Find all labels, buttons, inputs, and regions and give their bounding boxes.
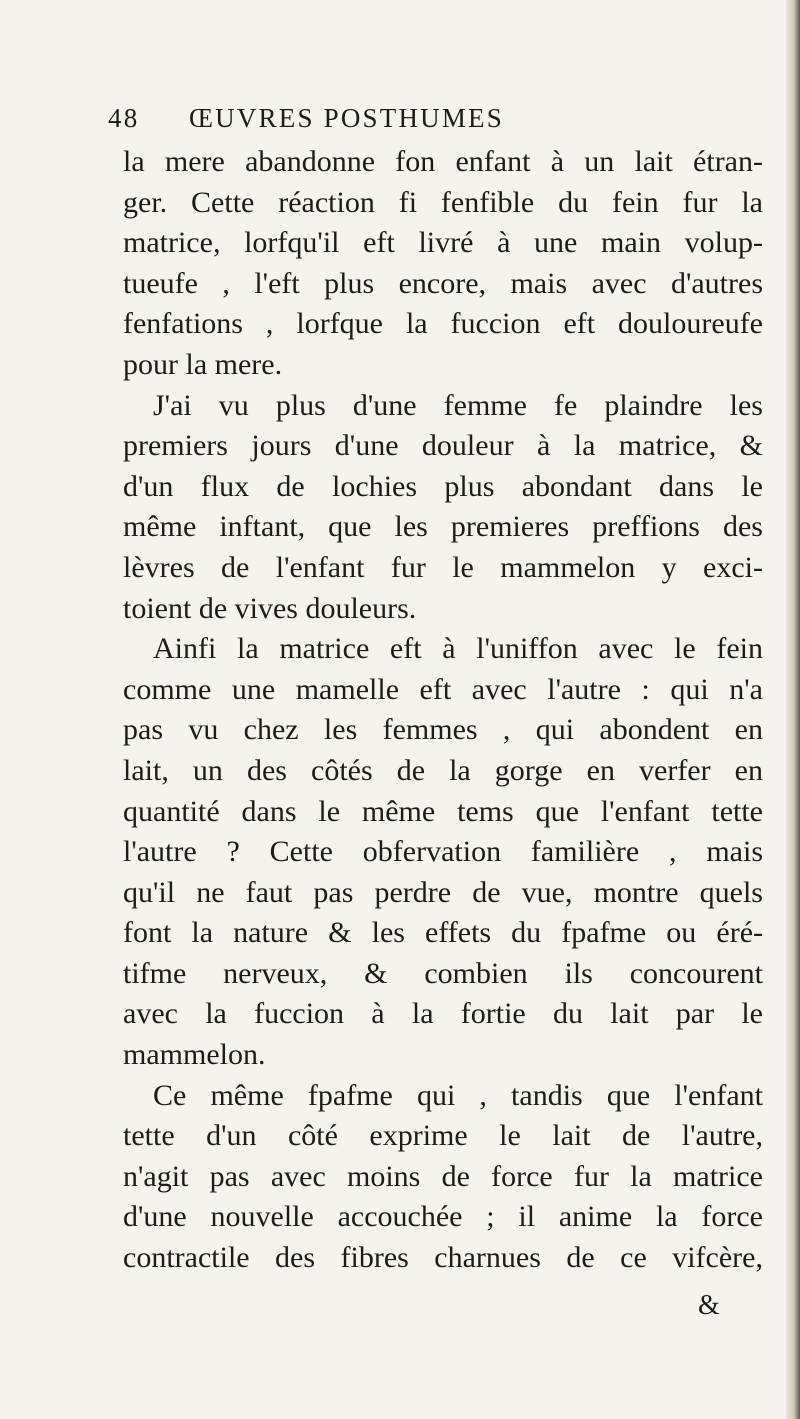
- text-line: Ainfi la matrice eft à l'uniffon avec le fein: [153, 632, 763, 666]
- text-line: pour la mere.: [123, 347, 283, 381]
- body-text: [123, 142, 763, 1279]
- text-line: mammelon.: [123, 1038, 266, 1072]
- text-line: tueufe , l'eft plus encore, mais avec d'autres: [123, 266, 763, 300]
- text-line: même inftant, que les premieres preffions des: [123, 510, 763, 544]
- text-line: contractile des fibres charnues de ce vifcère,: [123, 1241, 763, 1275]
- text-line: ger. Cette réaction fi fenfible du fein fur la: [123, 185, 763, 219]
- text-line: matrice, lorfqu'il eft livré à une main volup-: [123, 226, 763, 260]
- text-line: fenfations , lorfque la fuccion eft douloureufe: [123, 307, 763, 341]
- running-header: [108, 103, 748, 137]
- text-line: pas vu chez les femmes , qui abondent en: [123, 713, 763, 747]
- text-line: Ce même fpafme qui , tandis que l'enfant: [153, 1078, 763, 1112]
- text-line: qu'il ne faut pas perdre de vue, montre quels: [123, 875, 763, 909]
- catchword: &: [698, 1290, 720, 1321]
- text-line: d'une nouvelle accouchée ; il anime la force: [123, 1200, 763, 1234]
- text-line: quantité dans le même tems que l'enfant tette: [123, 794, 763, 828]
- text-line: tifme nerveux, & combien ils concourent: [123, 956, 763, 990]
- text-line: la mere abandonne fon enfant à un lait étran-: [123, 145, 763, 178]
- page-edge-shadow: [786, 0, 800, 1419]
- text-line: premiers jours d'une douleur à la matrice, &: [123, 429, 763, 463]
- text-line: font la nature & les effets du fpafme ou éré-: [123, 916, 763, 950]
- text-line: l'autre ? Cette obfervation familière , mais: [123, 835, 763, 869]
- text-line: avec la fuccion à la fortie du lait par le: [123, 997, 763, 1031]
- page-number: 48: [108, 103, 140, 133]
- text-line: comme une mamelle eft avec l'autre : qui n'a: [123, 672, 763, 706]
- text-line: J'ai vu plus d'une femme fe plaindre les: [153, 388, 763, 422]
- text-line: n'agit pas avec moins de force fur la matrice: [123, 1159, 763, 1193]
- text-line: tette d'un côté exprime le lait de l'autre,: [123, 1119, 763, 1153]
- text-line: lait, un des côtés de la gorge en verfer en: [123, 753, 763, 787]
- text-line: d'un flux de lochies plus abondant dans le: [123, 469, 763, 503]
- text-line: toient de vives douleurs.: [123, 591, 417, 625]
- running-title: ŒUVRES POSTHUMES: [188, 103, 504, 133]
- text-line: lèvres de l'enfant fur le mammelon y exci-: [123, 550, 763, 584]
